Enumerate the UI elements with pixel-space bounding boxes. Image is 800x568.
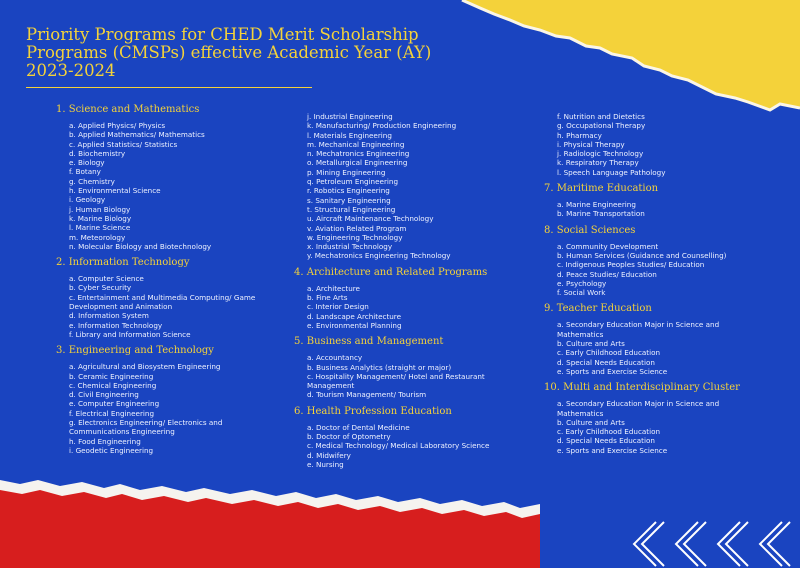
title-underline (26, 87, 312, 88)
program-item: m. Meteorology (69, 232, 126, 242)
program-section (544, 225, 754, 298)
program-item: v. Aviation Related Program (307, 223, 407, 233)
program-item: d. Special Needs Education (557, 436, 655, 446)
program-item: a. Applied Physics/ Physics (69, 121, 166, 130)
program-section (56, 345, 256, 455)
program-item: h. Food Engineering (69, 436, 141, 446)
section-title: 6. Health Profession Education (294, 405, 452, 417)
program-item: a. Computer Science (69, 274, 144, 284)
page-title: Priority Programs for CHED Merit Scholarship Programs (CMSPs) effective Academic Year (AY) 2023-2024 (26, 25, 432, 80)
program-item: f. Electrical Engineering (69, 408, 155, 418)
program-item: b. Fine Arts (307, 293, 348, 303)
program-item: x. Industrial Technology (307, 242, 393, 252)
program-item: h. Environmental Science (69, 186, 161, 196)
program-item: w. Engineering Technology (307, 232, 403, 242)
program-item: c. Entertainment and Multimedia Computing/ Game Development and Animation (69, 292, 256, 312)
program-list (294, 423, 494, 469)
program-item: e. Information Technology (69, 320, 163, 330)
chevron-decoration-icon (628, 520, 798, 568)
program-list (294, 353, 494, 399)
program-item: y. Mechatronics Engineering Technology (307, 251, 451, 261)
program-item: e. Environmental Planning (307, 320, 402, 330)
program-item: e. Sports and Exercise Science (557, 366, 668, 376)
program-item: b. Applied Mathematics/ Mathematics (69, 130, 205, 140)
program-item: d. Tourism Management/ Tourism (307, 390, 427, 400)
program-item: b. Culture and Arts (557, 339, 625, 349)
program-item: c. Chemical Engineering (69, 380, 157, 390)
program-list (294, 112, 494, 261)
program-item: b. Ceramic Engineering (69, 371, 154, 381)
section-title: 5. Business and Management (294, 336, 444, 348)
program-list (56, 362, 256, 455)
program-item: d. Biochemistry (69, 148, 126, 158)
program-item: c. Applied Statistics/ Statistics (69, 139, 178, 149)
program-item: a. Secondary Education Major in Science and Mathematics (557, 399, 720, 418)
program-section (544, 112, 754, 177)
program-item: g. Electronics Engineering/ Electronics and Communications Engineering (69, 418, 223, 437)
program-item: n. Mechatronics Engineering (307, 149, 410, 159)
program-item: b. Doctor of Optometry (307, 432, 391, 442)
program-list (544, 112, 754, 177)
program-item: b. Cyber Security (69, 283, 132, 293)
program-section (294, 267, 494, 330)
column-2 (294, 112, 494, 469)
program-section (294, 336, 494, 399)
program-item: q. Petroleum Engineering (307, 177, 399, 187)
program-item: e. Sports and Exercise Science (557, 445, 668, 455)
program-item: a. Doctor of Dental Medicine (307, 422, 410, 432)
program-item: l. Marine Science (69, 223, 131, 233)
program-item: i. Geodetic Engineering (69, 445, 154, 455)
program-item: p. Mining Engineering (307, 167, 386, 177)
program-item: a. Architecture (307, 283, 360, 293)
program-item: l. Speech Language Pathology (557, 167, 666, 177)
section-title: 10. Multi and Interdisciplinary Cluster (544, 382, 740, 394)
program-section (544, 382, 754, 455)
program-item: k. Manufacturing/ Production Engineering (307, 121, 457, 131)
program-item: b. Human Services (Guidance and Counselling) (557, 250, 727, 260)
program-item: f. Social Work (557, 288, 606, 298)
program-list (544, 399, 754, 455)
program-section (56, 257, 256, 339)
program-item: n. Molecular Biology and Biotechnology (69, 241, 212, 251)
program-item: e. Computer Engineering (69, 399, 160, 409)
program-item: h. Pharmacy (557, 130, 602, 140)
program-item: k. Marine Biology (69, 213, 132, 223)
program-item: l. Materials Engineering (307, 130, 392, 140)
program-item: k. Respiratory Therapy (557, 158, 639, 168)
program-item: c. Early Childhood Education (557, 348, 661, 358)
program-item: c. Early Childhood Education (557, 427, 661, 437)
program-list (56, 121, 256, 251)
program-section (544, 303, 754, 376)
program-item: a. Marine Engineering (557, 200, 636, 210)
program-item: t. Structural Engineering (307, 204, 396, 214)
program-item: c. Medical Technology/ Medical Laboratory Science (307, 441, 490, 451)
program-item: e. Nursing (307, 459, 344, 469)
program-item: d. Peace Studies/ Education (557, 269, 657, 279)
program-item: a. Agricultural and Biosystem Engineering (69, 362, 221, 372)
program-item: i. Geology (69, 195, 106, 205)
program-list (544, 242, 754, 298)
program-item: e. Psychology (557, 278, 607, 288)
section-title: 7. Maritime Education (544, 183, 659, 195)
program-item: c. Hospitality Management/ Hotel and Restaurant Management (307, 371, 485, 391)
program-item: g. Chemistry (69, 176, 115, 186)
section-title: 1. Science and Mathematics (56, 104, 200, 115)
section-title: 2. Information Technology (56, 257, 190, 269)
program-item: a. Accountancy (307, 353, 363, 363)
program-section (294, 112, 494, 261)
program-item: j. Industrial Engineering (307, 112, 393, 121)
section-title: 4. Architecture and Related Programs (294, 266, 488, 278)
program-item: b. Business Analytics (straight or major) (307, 362, 452, 372)
program-item: d. Landscape Architecture (307, 311, 402, 321)
program-item: d. Special Needs Education (557, 357, 655, 367)
program-item: a. Community Development (557, 241, 659, 251)
program-item: i. Physical Therapy (557, 139, 625, 149)
program-item: o. Metallurgical Engineering (307, 158, 408, 168)
program-item: j. Human Biology (69, 204, 131, 214)
program-item: e. Biology (69, 158, 105, 168)
column-3 (544, 112, 754, 455)
program-item: s. Sanitary Engineering (307, 195, 391, 205)
program-item: b. Culture and Arts (557, 417, 625, 427)
program-list (56, 274, 256, 339)
program-item: a. Secondary Education Major in Science and Mathematics (557, 320, 720, 339)
program-item: f. Library and Information Science (69, 329, 191, 339)
yellow-paper-shape (462, 0, 800, 110)
program-list (294, 284, 494, 330)
program-item: d. Information System (69, 311, 149, 321)
program-item: c. Interior Design (307, 302, 369, 312)
program-item: b. Marine Transportation (557, 209, 645, 219)
program-item: f. Nutrition and Dietetics (557, 112, 645, 121)
program-item: c. Indigenous Peoples Studies/ Education (557, 260, 705, 270)
section-title: 8. Social Sciences (544, 224, 636, 236)
program-item: f. Botany (69, 167, 101, 177)
section-title: 3. Engineering and Technology (56, 345, 214, 357)
program-item: d. Midwifery (307, 450, 351, 460)
program-list (544, 320, 754, 376)
program-item: g. Occupational Therapy (557, 121, 646, 131)
program-section (294, 406, 494, 469)
program-item: m. Mechanical Engineering (307, 139, 405, 149)
section-title: 9. Teacher Education (544, 303, 652, 315)
program-list (544, 200, 754, 219)
program-section (544, 183, 754, 219)
program-item: d. Civil Engineering (69, 390, 139, 400)
program-item: u. Aircraft Maintenance Technology (307, 214, 434, 224)
program-item: j. Radiologic Technology (557, 149, 644, 159)
program-section (56, 104, 256, 251)
program-item: r. Robotics Engineering (307, 186, 390, 196)
column-1 (56, 98, 256, 455)
